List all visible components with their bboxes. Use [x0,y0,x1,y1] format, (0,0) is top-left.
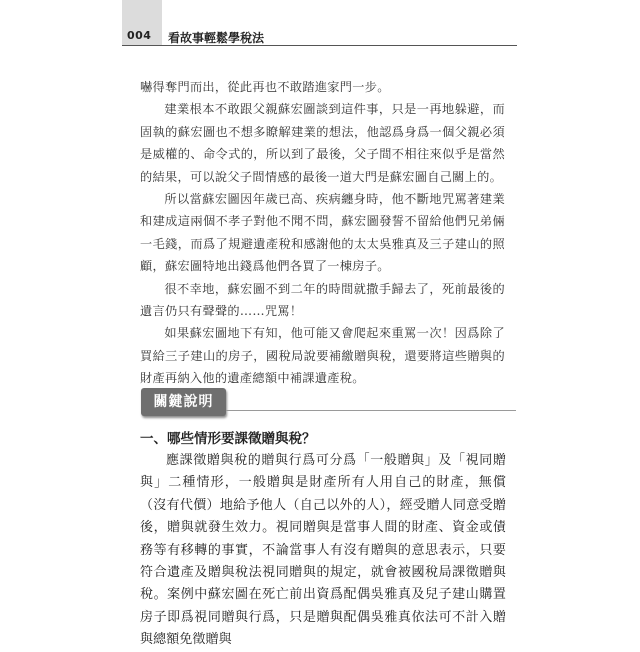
page-number: 004 [127,29,152,42]
explanation-paragraph: 應課徵贈與稅的贈與行爲可分爲「一般贈與」及「視同贈與」二種情形，一般贈與是財產所有人用自己的財產，無償（沒有代價）地給予他人（自己以外的人），經受贈人同意受贈後，贈與就發生效力。視同贈與是當事人間的財產、資金或債務等有移轉的事實，不論當事人有沒有贈與的意思表示，只要符合遺產及贈與稅法視同贈與的規定，就會被國稅局課徵贈與稅。案例中蘇宏圖在死亡前出資爲配偶吳雅真及兒子建山購置房子即爲視同贈與行爲，只是贈與配偶吳雅真依法可不計入贈與總額免徵贈與 [140,453,506,648]
story-paragraph: 如果蘇宏圖地下有知，他可能又會爬起來重罵一次！因爲除了買給三子建山的房子，國稅局說要補繳贈與稅，還要將這些贈與的財產再納入他的遺產總額中補課遺產稅。 [140,326,505,386]
story-body [140,76,505,390]
header-divider [122,45,517,46]
book-title: 看故事輕鬆學稅法 [168,31,265,45]
question-heading: 一、哪些情形要課徵贈與稅？ [140,431,316,447]
section-divider [226,410,516,411]
explanation-body [140,450,506,652]
story-paragraph: 嚇得奪門而出，從此再也不敢踏進家門一步。 [140,80,390,94]
story-paragraph: 很不幸地，蘇宏圖不到二年的時間就撒手歸去了，死前最後的遺言仍只有聲聲的……咒罵！ [140,281,505,319]
page-header [0,0,640,48]
story-paragraph: 所以當蘇宏圖因年歲已高、疾病纏身時，他不斷地咒罵著建業和建成這兩個不孝子對他不聞不問，蘇宏圖發誓不留給他們兄弟倆一毛錢，而爲了規避遺產稅和感謝他的太太吳雅真及三子建山的照顧，蘇宏圖特地出錢爲他們各買了一棟房子。 [140,192,505,274]
section-tab [141,388,226,416]
section-label: 關鍵說明 [153,394,214,410]
story-paragraph: 建業根本不敢跟父親蘇宏圖談到這件事，只是一再地躲避，而固執的蘇宏圖也不想多瞭解建業的想法，他認爲身爲一個父親必須是威權的、命令式的，所以到了最後，父子間不相往來似乎是當然的結果，可以說父子間情感的最後一道大門是蘇宏圖自己關上的。 [140,102,505,184]
